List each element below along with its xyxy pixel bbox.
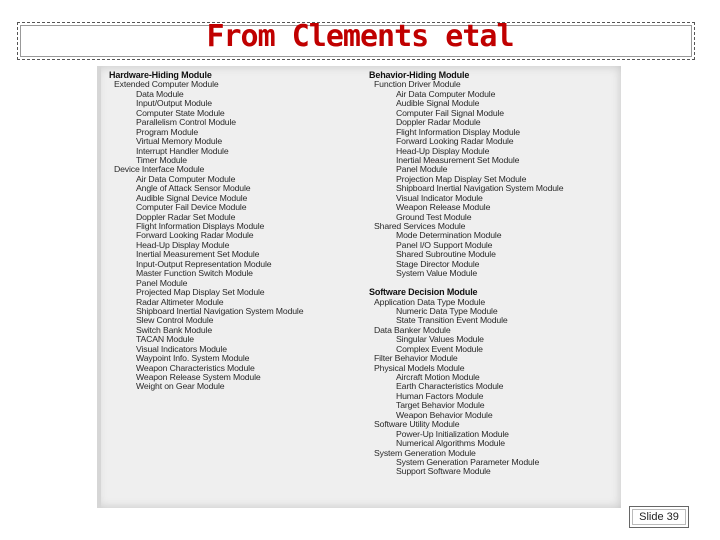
module-group: Physical Models Module [374,362,465,373]
module-item: Singular Values Module [396,334,484,345]
module-item: Panel I/O Support Module [396,239,493,250]
module-item: Input/Output Module [136,98,212,109]
module-item: Slew Control Module [136,315,214,326]
module-item: Forward Looking Radar Module [396,136,514,147]
module-group: System Generation Module [374,447,476,458]
module-item: Weapon Release Module [396,202,491,213]
slide-title: From Clements etal [206,19,514,54]
module-group: Device Interface Module [114,164,205,175]
module-item: Complex Event Module [396,343,483,354]
module-item: Weight on Gear Module [136,381,225,392]
module-item: Visual Indicator Module [396,192,483,203]
module-group: Data Banker Module [374,324,451,335]
module-item: Weapon Behavior Module [396,409,493,420]
module-group: Function Driver Module [374,79,461,90]
module-item: Audible Signal Device Module [136,192,248,203]
module-item: Interrupt Handler Module [136,145,229,156]
section-heading: Hardware-Hiding Module [109,70,212,80]
scanned-module-list-image [97,66,621,508]
behavior-software-column [369,71,563,477]
module-item: Stage Director Module [396,258,480,269]
module-item: Shipboard Inertial Navigation System Module [136,305,304,316]
module-item: Virtual Memory Module [136,136,223,147]
module-item: Switch Bank Module [136,324,213,335]
module-item: Flight Information Displays Module [136,221,265,231]
scan-edge-shadow [97,66,101,508]
module-item: Numeric Data Type Module [396,305,498,316]
slide-number: Slide 39 [629,506,689,528]
module-item: Data Module [136,88,184,99]
module-item: Shared Subroutine Module [396,249,496,260]
module-item: Air Data Computer Module [136,173,236,184]
module-item: Weapon Release System Module [136,372,261,382]
module-item: Weapon Characteristics Module [136,362,255,373]
module-item: Computer Fail Device Module [136,202,247,213]
module-item: Doppler Radar Module [396,117,481,128]
module-group: Application Data Type Module [374,296,486,307]
module-group: Software Utility Module [374,419,460,430]
module-item: Head-Up Display Module [136,239,230,250]
module-item: Master Function Switch Module [136,268,253,279]
module-item: Input-Output Representation Module [136,258,272,269]
module-item: Earth Characteristics Module [396,381,504,392]
module-item: Numerical Algorithms Module [396,438,505,449]
module-item: Program Module [136,126,199,137]
section-heading: Software Decision Module [369,287,478,298]
module-item: Panel Module [136,277,188,288]
module-item: Head-Up Display Module [396,145,490,156]
module-item: Panel Module [396,164,448,175]
module-item: Support Software Module [396,466,491,477]
module-item: Forward Looking Radar Module [136,230,254,241]
module-item: System Generation Parameter Module [396,456,540,467]
module-item: Ground Test Module [396,211,472,222]
module-group: Extended Computer Module [114,79,219,90]
module-item: Air Data Computer Module [396,88,496,99]
module-item: Projection Map Display Set Module [396,173,527,184]
module-item: Inertial Measurement Set Module [136,249,260,260]
hardware-hiding-column [109,71,303,392]
module-item: Visual Indicators Module [136,343,227,354]
module-item: Aircraft Motion Module [396,372,480,382]
module-item: Waypoint Info. System Module [136,353,250,364]
module-item: Shipboard Inertial Navigation System Module [396,183,564,194]
module-item: Timer Module [136,154,187,165]
module-item: Inertial Measurement Set Module [396,154,520,165]
module-item: Audible Signal Module [396,98,480,109]
module-item: Radar Altimeter Module [136,296,224,307]
module-item: Parallelism Control Module [136,117,236,128]
module-item: Doppler Radar Set Module [136,211,236,222]
module-group: Shared Services Module [374,221,466,231]
module-item: Projected Map Display Set Module [136,287,265,298]
module-item: Computer State Module [136,107,225,118]
module-group: Filter Behavior Module [374,353,458,364]
module-item: Human Factors Module [396,390,484,401]
module-item: TACAN Module [136,334,194,345]
module-item: Power-Up Initialization Module [396,428,509,439]
module-item: Mode Determination Module [396,230,502,241]
module-item: System Value Module [396,268,478,279]
module-item: State Transition Event Module [396,315,508,326]
module-item: Target Behavior Module [396,400,485,411]
section-heading: Behavior-Hiding Module [369,70,470,80]
module-item: Flight Information Display Module [396,126,520,137]
module-item: Angle of Attack Sensor Module [136,183,251,194]
module-item: Computer Fail Signal Module [396,107,504,118]
